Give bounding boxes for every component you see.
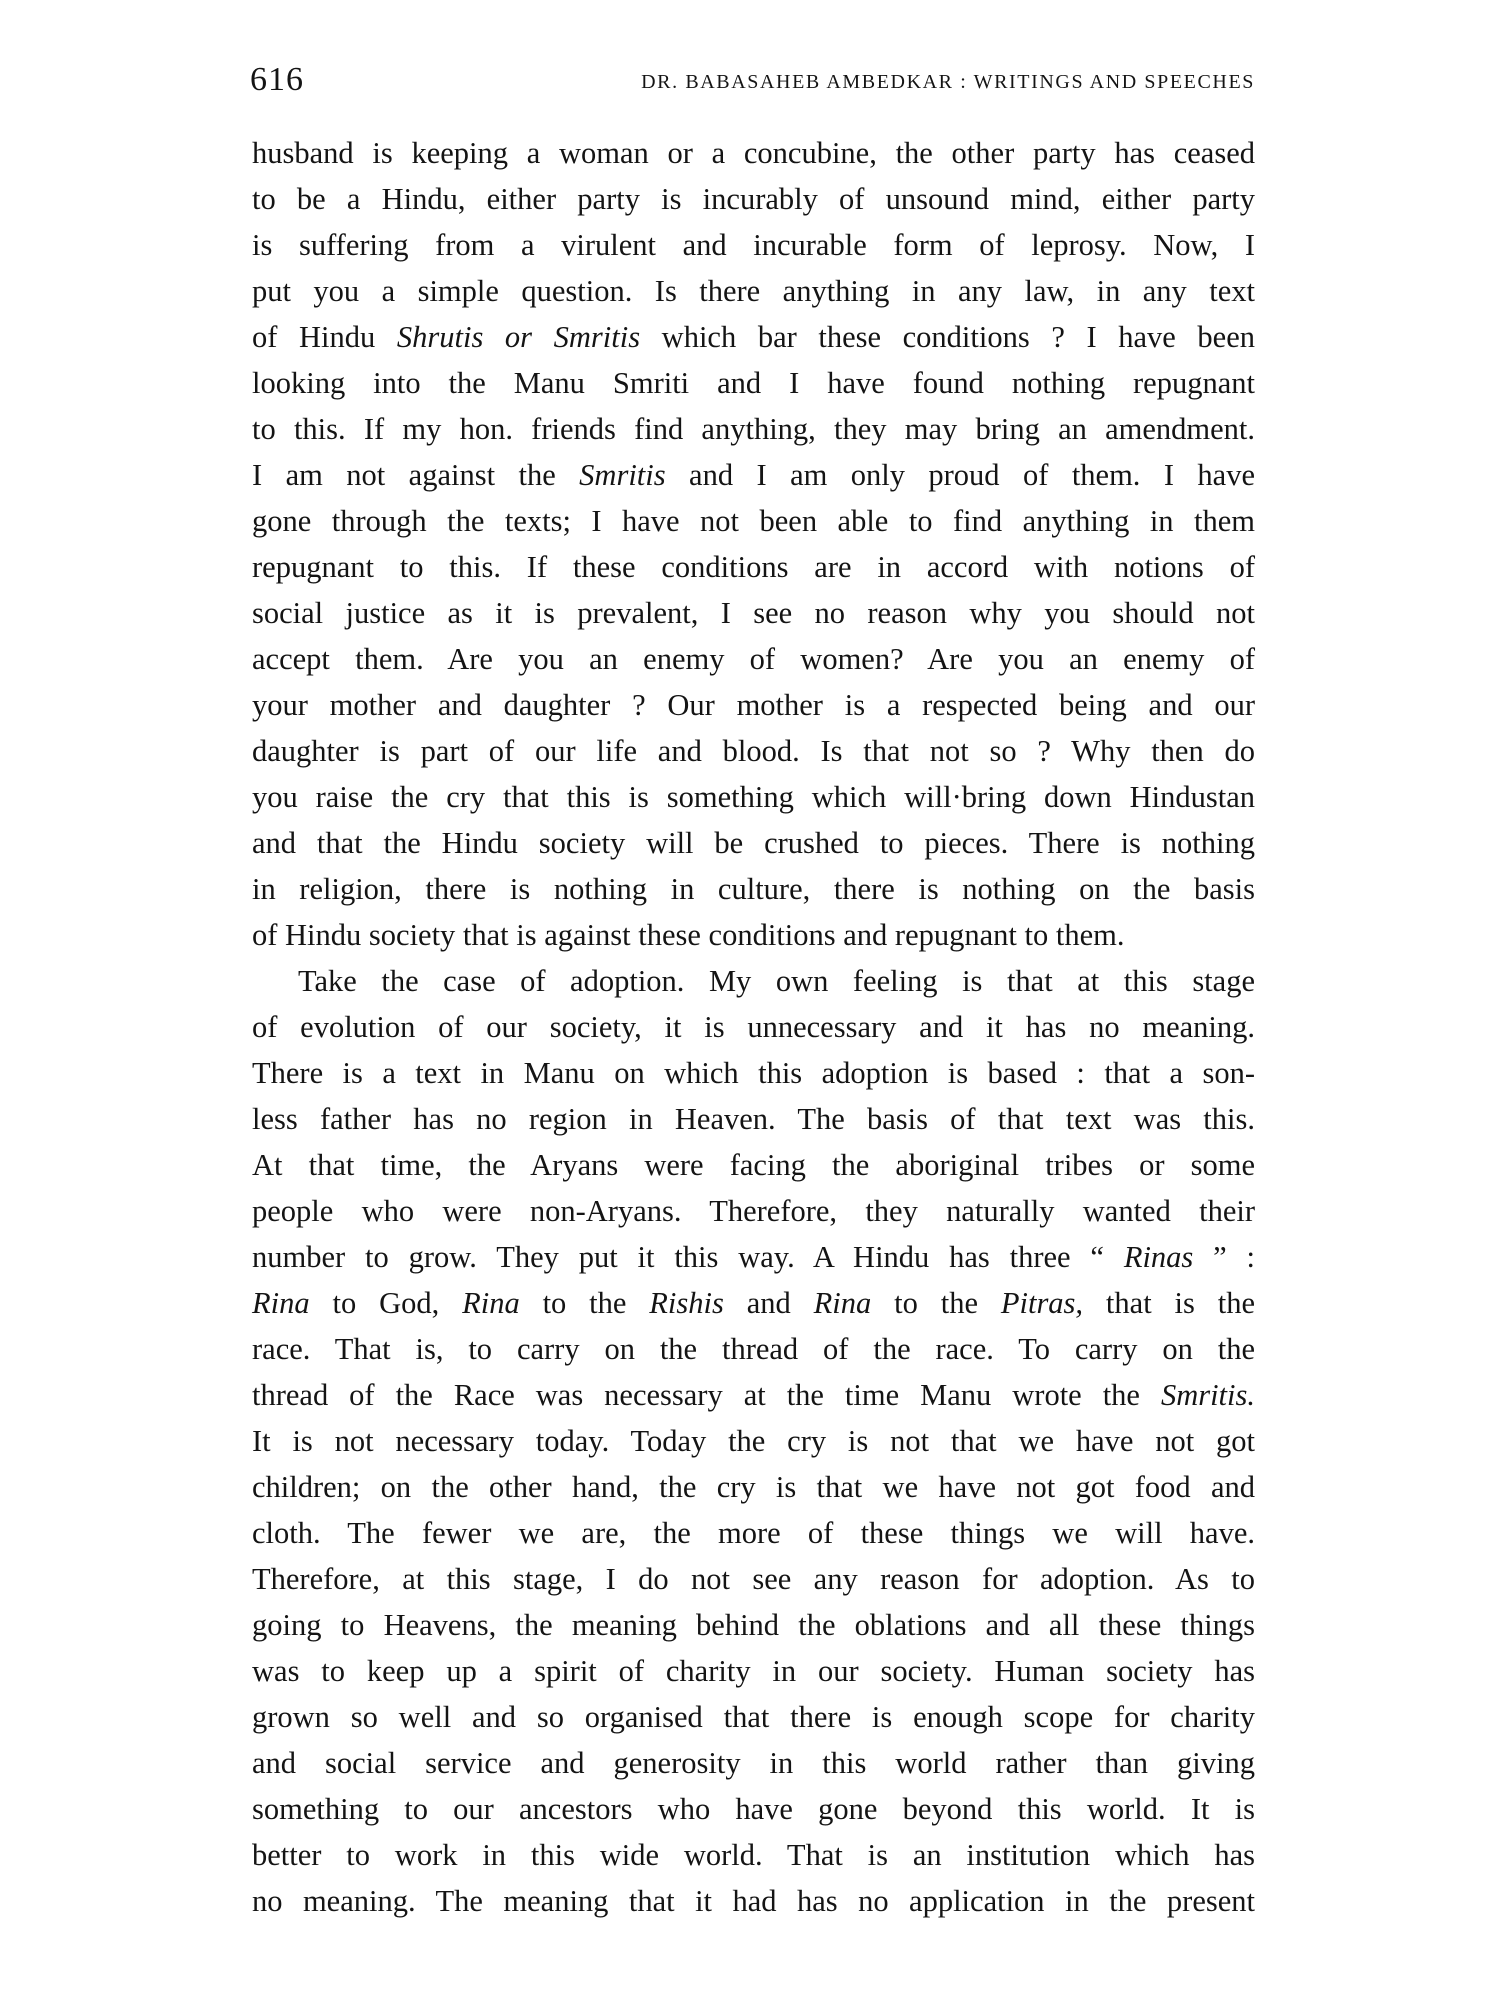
- paragraph: [252, 958, 1255, 1924]
- text-run: to God,: [309, 1286, 463, 1320]
- text-line: social justice as it is prevalent, I see no reason why you should not: [252, 596, 1255, 630]
- text-line: and social service and generosity in this world rather than giving: [252, 1746, 1255, 1780]
- italic-term: Rishis: [649, 1286, 724, 1320]
- italic-term: Rina: [813, 1286, 872, 1320]
- running-head: DR. BABASAHEB AMBEDKAR : WRITINGS AND SPEECHES: [641, 71, 1255, 93]
- text-line: There is a text in Manu on which this adoption is based : that a son-: [252, 1056, 1255, 1090]
- text-run: and I am only proud of them. I have: [665, 458, 1256, 492]
- text-line: children; on the other hand, the cry is that we have not got food and: [252, 1470, 1255, 1504]
- text-line: daughter is part of our life and blood. Is that not so ? Why then do: [252, 734, 1255, 768]
- page-header: [250, 55, 1255, 105]
- text-line: grown so well and so organised that there is enough scope for charity: [252, 1700, 1255, 1734]
- text-line: looking into the Manu Smriti and I have found nothing repugnant: [252, 366, 1255, 400]
- text-line: repugnant to this. If these conditions are in accord with notions of: [252, 550, 1255, 584]
- text-line: to this. If my hon. friends find anything, they may bring an amendment.: [252, 412, 1255, 446]
- italic-term: Smritis.: [1160, 1378, 1255, 1412]
- text-line: It is not necessary today. Today the cry is not that we have not got: [252, 1424, 1255, 1458]
- text-run: that is the: [1083, 1286, 1256, 1320]
- text-line: is suffering from a virulent and incurable form of leprosy. Now, I: [252, 228, 1255, 262]
- text-run: I am not against the: [252, 458, 580, 492]
- text-run: number to grow. They put it this way. A Hindu has three “: [252, 1240, 1124, 1274]
- text-run: thread of the Race was necessary at the time Manu wrote the: [252, 1378, 1161, 1412]
- text-line: your mother and daughter ? Our mother is a respected being and our: [252, 688, 1255, 722]
- text-line: was to keep up a spirit of charity in our society. Human society has: [252, 1654, 1255, 1688]
- text-run: ” :: [1193, 1240, 1255, 1274]
- body-text: [252, 130, 1255, 1924]
- text-line: Take the case of adoption. My own feeling is that at this stage: [298, 964, 1255, 998]
- italic-term: Rina: [462, 1286, 520, 1320]
- text-line: [252, 314, 1255, 360]
- italic-term: Shrutis or Smritis: [396, 320, 641, 354]
- text-line: people who were non-Aryans. Therefore, they naturally wanted their: [252, 1194, 1255, 1228]
- text-line: accept them. Are you an enemy of women? Are you an enemy of: [252, 642, 1255, 676]
- text-line: going to Heavens, the meaning behind the oblations and all these things: [252, 1608, 1255, 1642]
- text-line: put you a simple question. Is there anything in any law, in any text: [252, 274, 1255, 308]
- italic-term: Pitras,: [1000, 1286, 1084, 1320]
- page-number: 616: [250, 61, 304, 98]
- text-line: gone through the texts; I have not been able to find anything in them: [252, 504, 1255, 538]
- text-line: [252, 452, 1255, 498]
- text-line: no meaning. The meaning that it had has no application in the present: [252, 1884, 1255, 1918]
- text-line: to be a Hindu, either party is incurably of unsound mind, either party: [252, 182, 1255, 216]
- text-line: less father has no region in Heaven. The basis of that text was this.: [252, 1102, 1255, 1136]
- text-line: better to work in this wide world. That is an institution which has: [252, 1838, 1255, 1872]
- italic-term: Rina: [252, 1286, 310, 1320]
- text-line: of evolution of our society, it is unnecessary and it has no meaning.: [252, 1010, 1255, 1044]
- text-line: of Hindu society that is against these conditions and repugnant to them.: [252, 918, 1125, 952]
- italic-term: Smritis: [579, 458, 666, 492]
- text-line: [252, 1372, 1255, 1418]
- text-run: to the: [519, 1286, 650, 1320]
- text-line: you raise the cry that this is something which will·bring down Hindustan: [252, 780, 1255, 814]
- text-line: [252, 1280, 1255, 1326]
- text-line: At that time, the Aryans were facing the aboriginal tribes or some: [252, 1148, 1255, 1182]
- text-run: which bar these conditions ? I have been: [640, 320, 1255, 354]
- text-run: and: [723, 1286, 814, 1320]
- text-line: Therefore, at this stage, I do not see any reason for adoption. As to: [252, 1562, 1255, 1596]
- text-run: of Hindu: [252, 320, 397, 354]
- text-run: to the: [871, 1286, 1001, 1320]
- text-line: cloth. The fewer we are, the more of these things we will have.: [252, 1516, 1255, 1550]
- text-line: something to our ancestors who have gone beyond this world. It is: [252, 1792, 1255, 1826]
- text-line: race. That is, to carry on the thread of the race. To carry on the: [252, 1332, 1255, 1366]
- text-line: in religion, there is nothing in culture, there is nothing on the basis: [252, 872, 1255, 906]
- text-line: husband is keeping a woman or a concubine, the other party has ceased: [252, 136, 1255, 170]
- text-line: and that the Hindu society will be crushed to pieces. There is nothing: [252, 826, 1255, 860]
- italic-term: Rinas: [1123, 1240, 1194, 1274]
- paragraph: [252, 130, 1255, 958]
- text-line: [252, 1234, 1255, 1280]
